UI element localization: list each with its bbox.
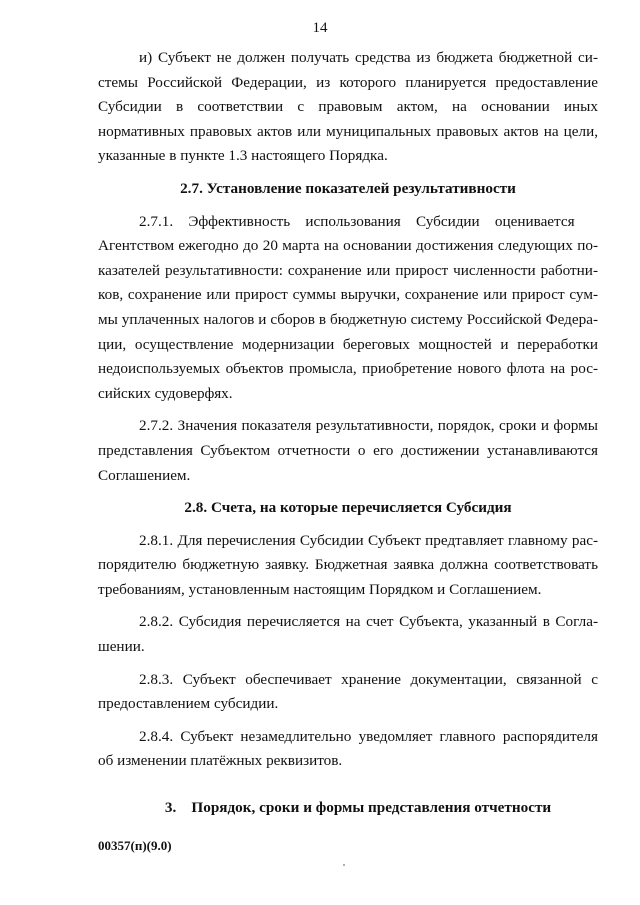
spacer (98, 660, 598, 668)
paragraph-2-8-1: 2.8.1. Для перечисления Субсидии Субъект предтавляет главному распорядителю бюджетную заявку. Бюджетная заявка должна соответствовать требованиям, установленным настоящим Порядком и Соглашением. (98, 531, 598, 598)
paragraph-2-7-2: 2.7.2. Значения показателя результативности, порядок, сроки и формы представления Субъектом отчетности о его достижении устанавливаются Соглашением. (98, 417, 598, 484)
document-code: 00357(п)(9.0) (98, 838, 172, 853)
spacer (98, 717, 598, 725)
heading-2-8: 2.8. Счета, на которые перечисляется Субсидия (184, 499, 512, 517)
paragraph-2-8-4: 2.8.4. Субъект незамедлительно уведомляет главного распорядителя об изменении платёжных реквизитов. (98, 727, 598, 770)
spacer (98, 774, 598, 796)
spacer (98, 488, 598, 496)
scan-speck (343, 864, 345, 866)
paragraph-2-8-3: 2.8.3. Субъект обеспечивает хранение документации, связанной с предоставлением субсидии. (98, 670, 598, 713)
page-number: 14 (312, 20, 328, 36)
spacer (98, 521, 598, 529)
spacer (98, 202, 598, 210)
paragraph-2-7-1: 2.7.1. Эффективность использования Субсидии оценивается Агентством ежегодно до 20 марта на основании достижения следующих показателей результативности: сохранение или прирост численности работников, сохранение или прирост суммы выручки, сохранение или прирост суммы уплаченных налогов и сборов в бюджетную систему Российской Федерации, осуществление модернизации береговых мощностей и переработки недоиспользуемых объектов промысла, приобретение нового флота на российских судоверфях. (98, 212, 598, 402)
paragraph-item-i: и) Субъект не должен получать средства из бюджета бюджетной системы Российской Федерации, из которого планируется предоставление Субсидии в соответствии с правовым актом, на основании иных нормативных правовых актов или муниципальных правовых актов на цели, указанные в пункте 1.3 настоящего Порядка. (98, 49, 598, 165)
document-body (98, 46, 598, 821)
spacer (98, 169, 598, 177)
spacer (98, 602, 598, 610)
paragraph-2-8-2: 2.8.2. Субсидия перечисляется на счет Субъекта, указанный в Соглашении. (98, 613, 598, 656)
spacer (98, 406, 598, 414)
heading-section-3: 3. Порядок, сроки и формы представления отчетности (164, 799, 552, 817)
heading-2-7: 2.7. Установление показателей результативности (180, 179, 516, 197)
